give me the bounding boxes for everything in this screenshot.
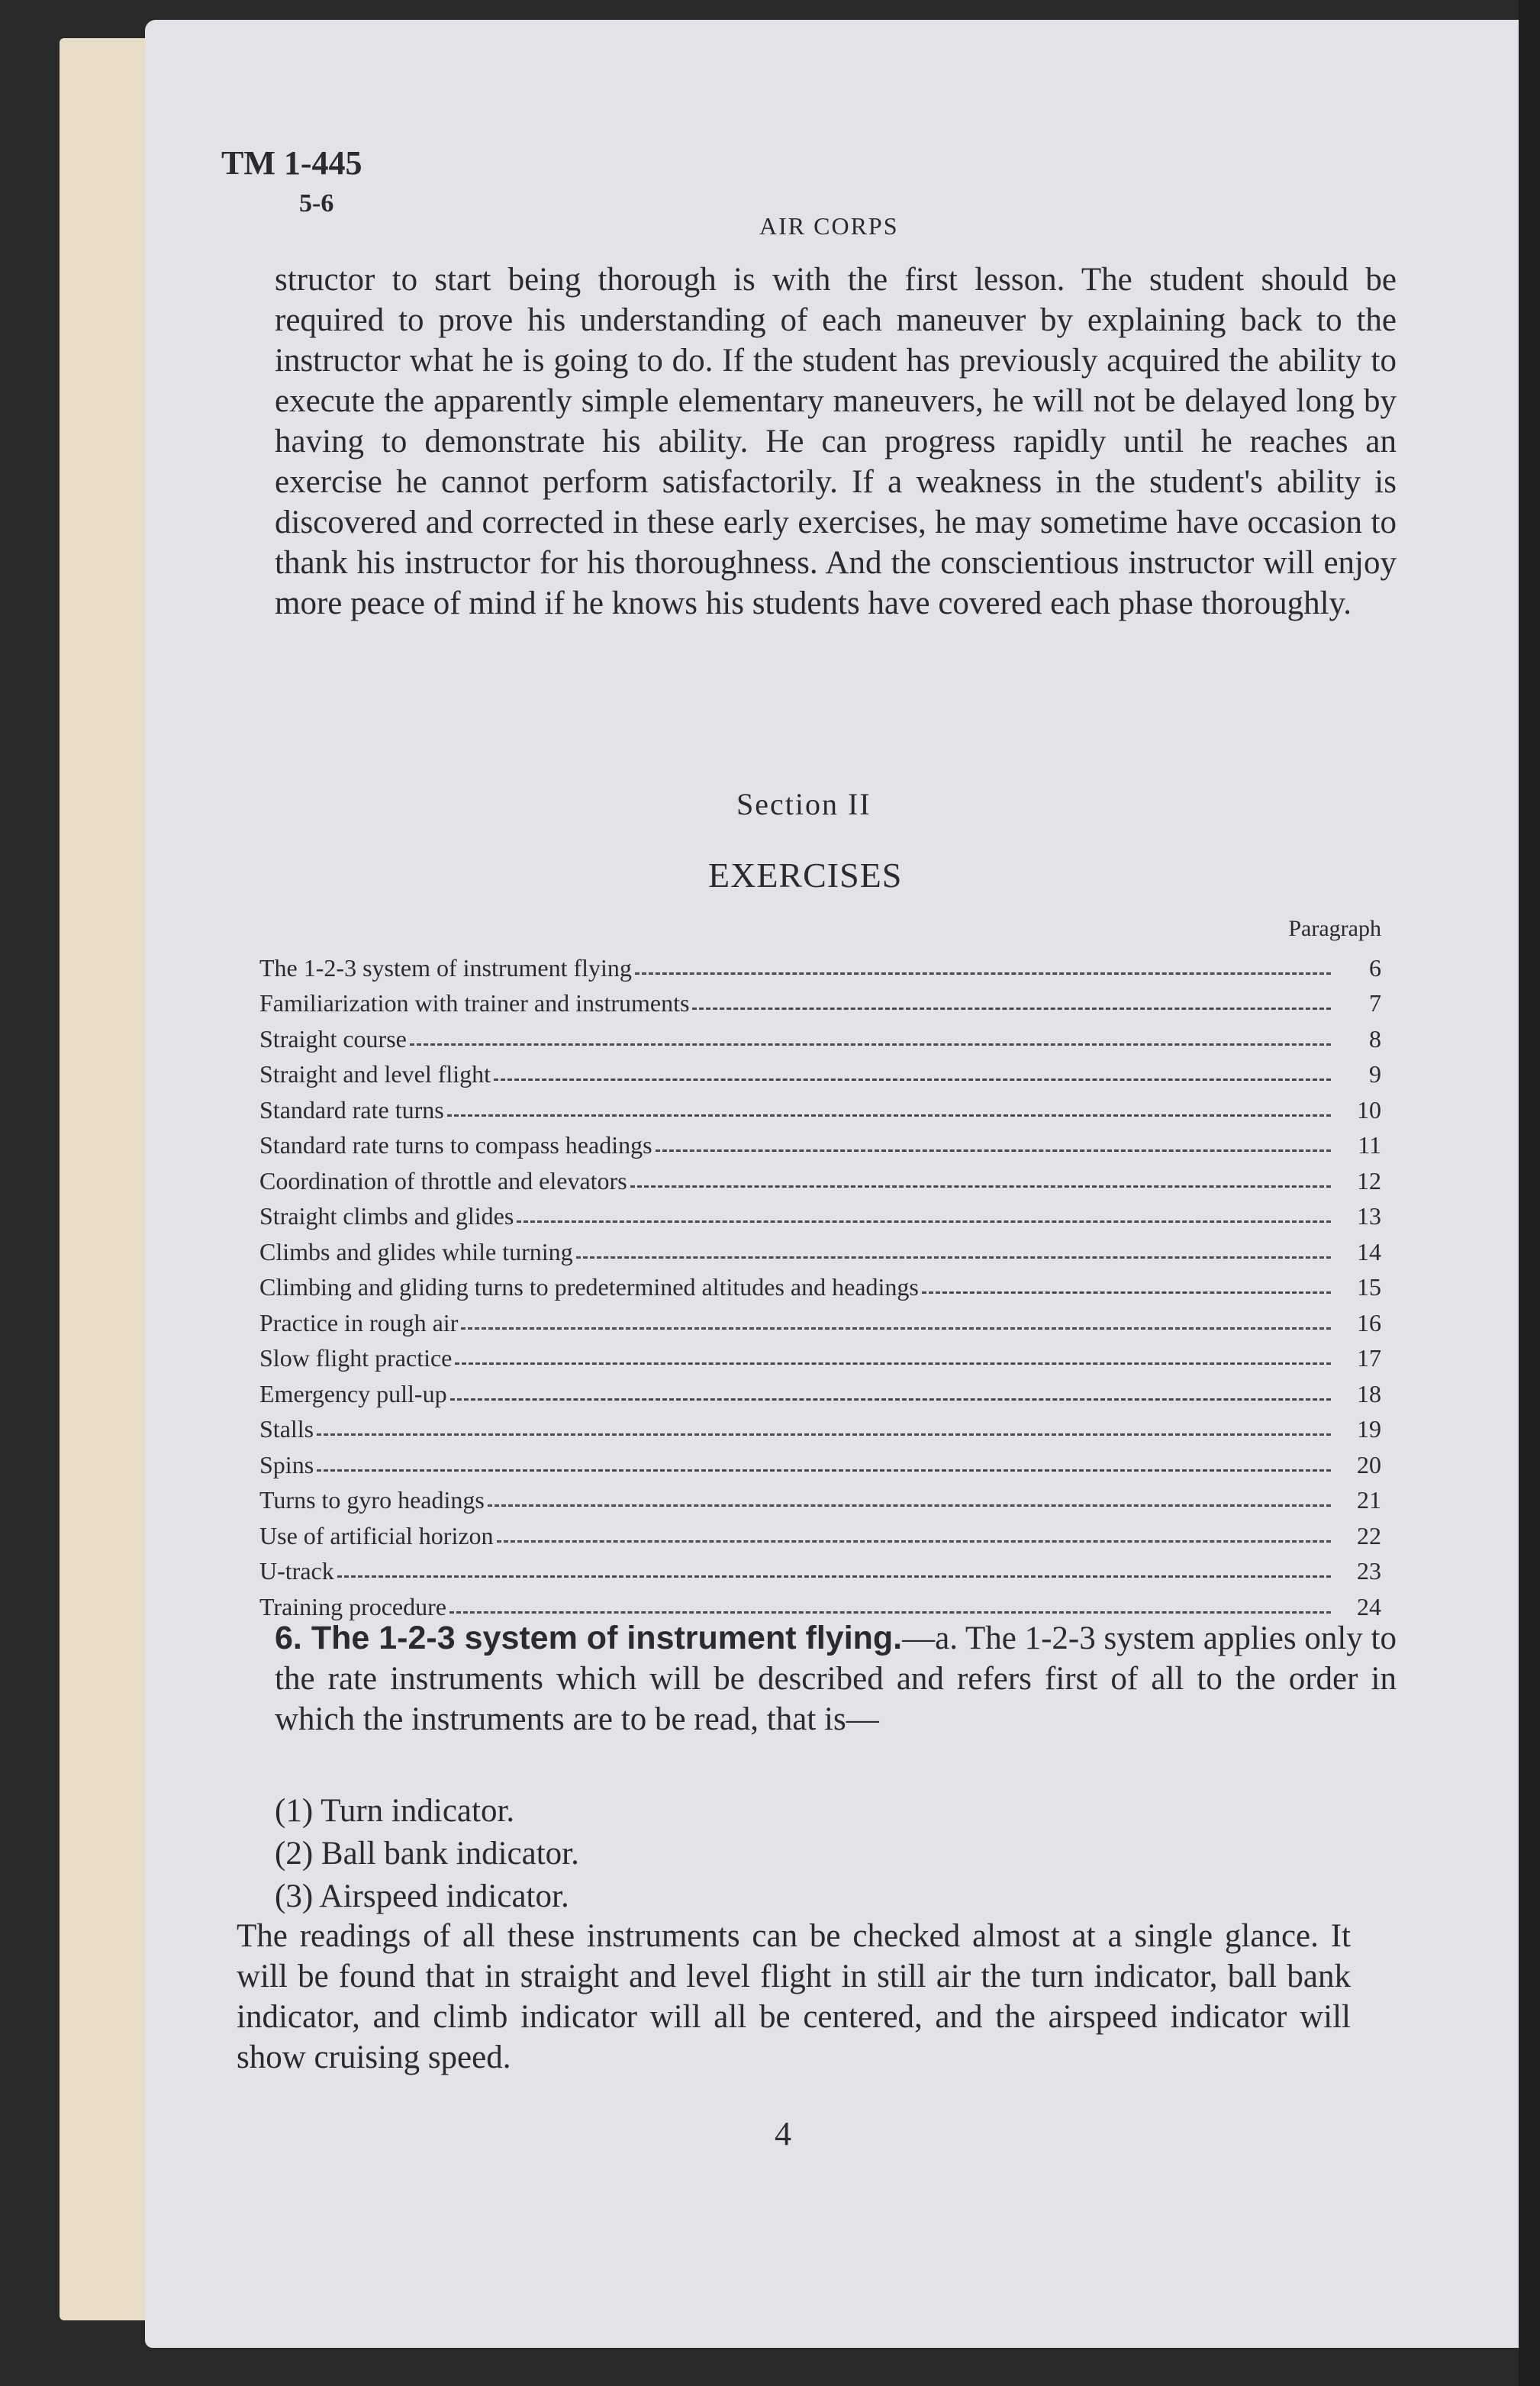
toc-entry-label: Slow flight practice — [259, 1344, 453, 1372]
toc-column-header: Paragraph — [1288, 916, 1381, 941]
toc-entry-paragraph: 16 — [1357, 1308, 1381, 1336]
toc-leader — [410, 1043, 1331, 1046]
toc-entry-paragraph: 11 — [1358, 1131, 1381, 1159]
toc-entry-label: Use of artificial horizon — [259, 1521, 494, 1549]
toc-leader — [455, 1362, 1331, 1365]
toc-entry-paragraph: 9 — [1369, 1060, 1381, 1088]
toc-leader — [656, 1149, 1331, 1152]
toc-entry — [259, 1053, 1381, 1089]
toc-leader — [449, 1611, 1331, 1614]
toc-entry-paragraph: 21 — [1357, 1486, 1381, 1514]
toc-entry-label: Straight course — [259, 1024, 407, 1053]
list-item: (2) Ball bank indicator. — [275, 1836, 579, 1872]
toc-entry — [259, 946, 1381, 982]
toc-entry — [259, 1159, 1381, 1195]
document-id: TM 1-445 — [221, 144, 362, 182]
list-item: (1) Turn indicator. — [275, 1793, 515, 1829]
toc-entry-label: Coordination of throttle and elevators — [259, 1166, 627, 1195]
toc-entry-paragraph: 22 — [1357, 1521, 1381, 1549]
list-item: (3) Airspeed indicator. — [275, 1878, 569, 1914]
toc-leader — [488, 1504, 1331, 1507]
toc-entry-paragraph: 12 — [1357, 1166, 1381, 1195]
toc-leader — [497, 1540, 1331, 1543]
toc-entry — [259, 1514, 1381, 1550]
toc-entry — [259, 1479, 1381, 1515]
page-number: 4 — [775, 2115, 791, 2152]
section-label: Section II — [736, 787, 871, 821]
toc-entry-paragraph: 6 — [1369, 953, 1381, 982]
toc-leader — [317, 1433, 1331, 1436]
toc-leader — [317, 1469, 1331, 1472]
toc-leader — [576, 1256, 1331, 1259]
paragraph-6-text: —a. The 1-2-3 system applies only to the rate instruments which will be described and refers first of all to the order in which the instruments are to be read, that is— — [275, 1620, 1397, 1737]
toc-entry — [259, 1550, 1381, 1586]
section-title: EXERCISES — [708, 856, 903, 895]
toc-leader — [635, 972, 1331, 975]
toc-entry-label: Familiarization with trainer and instruments — [259, 989, 690, 1017]
toc-leader — [337, 1575, 1331, 1578]
binding-edge — [1519, 0, 1540, 2386]
toc-entry — [259, 1230, 1381, 1266]
table-of-contents — [259, 916, 1381, 1621]
intro-paragraph: structor to start being thorough is with the first lesson. The student should be required to prove his understanding of each maneuver by explaining back to the instructor what he is going to do. If the student has previously acquired the ability to execute the apparently simple elementary maneuvers, he will not be delayed long by having to demonstrate his ability. He can progress rapidly until he reaches an exercise he cannot perform satisfactorily. If a weakness in the student's ability is discovered and corrected in these early exercises, he may sometime have occasion to thank his instructor for his thoroughness. And the conscientious instructor will enjoy more peace of mind if he knows his students have covered each phase thoroughly. — [275, 262, 1397, 621]
toc-entry-label: Stalls — [259, 1415, 314, 1443]
toc-entry — [259, 1408, 1381, 1444]
toc-entry-label: Spins — [259, 1450, 314, 1478]
toc-entry — [259, 1372, 1381, 1408]
toc-leader — [447, 1114, 1331, 1117]
toc-entry — [259, 1017, 1381, 1053]
paragraph-6 — [275, 1618, 1397, 1740]
toc-entry-paragraph: 23 — [1357, 1557, 1381, 1585]
toc-entry-label: Standard rate turns — [259, 1095, 444, 1124]
toc-leader — [517, 1220, 1331, 1223]
running-title: AIR CORPS — [759, 212, 899, 240]
toc-entry-label: Climbing and gliding turns to predetermined altitudes and headings — [259, 1273, 919, 1301]
toc-entry-label: Turns to gyro headings — [259, 1486, 485, 1514]
section-reference: 5-6 — [299, 189, 334, 218]
closing-paragraph: The readings of all these instruments can be checked almost at a single glance. It will be found that in straight and level flight in still air the turn indicator, ball bank indicator, and climb indicator will all be centered, and the airspeed indicator will show cruising speed. — [237, 1918, 1351, 2075]
toc-entry-label: Practice in rough air — [259, 1308, 459, 1336]
toc-entry-label: U-track — [259, 1557, 334, 1585]
toc-entry-paragraph: 15 — [1357, 1273, 1381, 1301]
toc-entry-paragraph: 8 — [1369, 1024, 1381, 1053]
toc-entry-label: Straight and level flight — [259, 1060, 491, 1088]
toc-leader — [630, 1185, 1331, 1188]
toc-entry-paragraph: 13 — [1357, 1202, 1381, 1230]
toc-entry-paragraph: 17 — [1357, 1344, 1381, 1372]
instrument-list — [275, 1790, 579, 1918]
toc-entry-paragraph: 24 — [1357, 1592, 1381, 1620]
toc-leader — [692, 1008, 1331, 1010]
toc-entry — [259, 982, 1381, 1018]
toc-entry-label: Training procedure — [259, 1592, 446, 1620]
toc-entry — [259, 1195, 1381, 1231]
toc-entry — [259, 1337, 1381, 1373]
toc-entry-label: Standard rate turns to compass headings — [259, 1131, 652, 1159]
toc-entry — [259, 1301, 1381, 1337]
toc-leader — [450, 1398, 1331, 1401]
toc-leader — [922, 1291, 1331, 1294]
toc-entry-label: The 1-2-3 system of instrument flying — [259, 953, 632, 982]
toc-entry-label: Climbs and glides while turning — [259, 1237, 573, 1266]
toc-entry-paragraph: 19 — [1357, 1415, 1381, 1443]
toc-entry — [259, 1585, 1381, 1621]
toc-entry-label: Emergency pull-up — [259, 1379, 447, 1407]
toc-entry — [259, 1124, 1381, 1160]
toc-entry-paragraph: 20 — [1357, 1450, 1381, 1478]
toc-entry-paragraph: 18 — [1357, 1379, 1381, 1407]
toc-leader — [494, 1079, 1331, 1081]
toc-entry-paragraph: 10 — [1357, 1095, 1381, 1124]
toc-entry-paragraph: 7 — [1369, 989, 1381, 1017]
toc-entry — [259, 1443, 1381, 1479]
toc-entry-label: Straight climbs and glides — [259, 1202, 514, 1230]
paragraph-6-heading: 6. The 1-2-3 system of instrument flying. — [275, 1620, 903, 1656]
toc-leader — [461, 1327, 1331, 1330]
toc-entry-paragraph: 14 — [1357, 1237, 1381, 1266]
toc-entry — [259, 1266, 1381, 1302]
toc-entry — [259, 1088, 1381, 1124]
